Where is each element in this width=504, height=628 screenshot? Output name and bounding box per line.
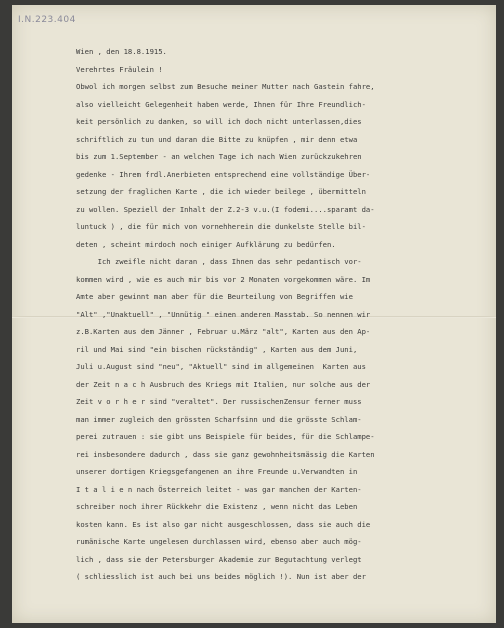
letter-line: keit persönlich zu danken, so will ich doch nicht unterlassen,dies [76, 117, 362, 126]
letter-line: ril und Mai sind "ein bischen rückständig" , Karten aus dem Juni, [76, 344, 358, 354]
letter-line: luntuck ) , die für mich von vornehherein die dunkelste Stelle bil- [76, 222, 366, 231]
letter-line: also vielleicht Gelegenheit haben werde, Ihnen für Ihre Freundlich- [76, 99, 366, 109]
letter-line: zu wollen. Speziell der Inhalt der Z.2-3 v.u.(I fodemi....sparamt da- [76, 204, 375, 214]
letter-line: I t a l i e n nach Österreich leitet - was gar manchen der Karten- [76, 484, 362, 494]
letter-body [76, 43, 466, 586]
letter-line: Wien , den 18.8.1915. [76, 47, 167, 56]
letter-line: schriftlich zu tun und daran die Bitte zu knüpfen , mir denn etwa [76, 134, 358, 144]
letter-line: Obwol ich morgen selbst zum Besuche meiner Mutter nach Gastein fahre, [76, 82, 375, 91]
archive-mark: I.N.223.404 [18, 15, 76, 25]
letter-line: perei zutrauen : sie gibt uns Beispiele für beides, für die Schlampe- [76, 432, 375, 441]
letter-page [12, 5, 496, 623]
letter-line: Ich zweifle nicht daran , dass Ihnen das sehr pedantisch vor- [76, 257, 362, 266]
letter-line: schreiber noch ihrer Rückkehr die Existenz , wenn nicht das Leben [76, 502, 358, 511]
letter-line: rei insbesondere dadurch , dass sie ganz gewohnheitsmässig die Karten [76, 449, 375, 459]
letter-line: "Alt" ,"Unaktuell" , "Unnütig " einen anderen Masstab. So nennen wir [76, 309, 371, 319]
letter-line: rumänische Karte ungelesen durchlassen wird, ebenso aber auch mög- [76, 537, 362, 546]
letter-line: unserer dortigen Kriegsgefangenen an ihre Freunde u.Verwandten in [76, 467, 358, 476]
letter-line: kosten kann. Es ist also gar nicht ausgeschlossen, dass sie auch die [76, 519, 371, 529]
letter-line: bis zum 1.September - an welchen Tage ich nach Wien zurückzukehren [76, 152, 362, 161]
letter-line: Juli u.August sind "neu", "Aktuell" sind im allgemeinen Karten aus [76, 362, 366, 371]
letter-line: Verehrtes Fräulein ! [76, 64, 163, 74]
letter-line: deten , scheint mirdoch noch einiger Aufklärung zu bedürfen. [76, 239, 336, 249]
letter-line: man immer zugleich den grössten Scharfsinn und die grösste Schlam- [76, 414, 362, 424]
letter-line: z.B.Karten aus dem Jänner , Februar u.März "alt", Karten aus den Ap- [76, 327, 371, 336]
letter-line: gedenke - Ihrem frdl.Anerbieten entsprechend eine vollständige Über- [76, 169, 371, 179]
letter-line: setzung der fraglichen Karte , die ich wieder beilege , übermitteln [76, 187, 366, 196]
letter-line: ( schliesslich ist auch bei uns beides möglich !). Nun ist aber der [76, 572, 366, 581]
letter-line: kommen wird , wie es auch mir bis vor 2 Monaten vorgekommen wäre. Im [76, 274, 371, 284]
letter-line: Amte aber gewinnt man aber für die Beurteilung von Begriffen wie [76, 292, 353, 301]
letter-line: Zeit v o r h e r sind "veraltet". Der russischenZensur ferner muss [76, 397, 362, 406]
letter-line: der Zeit n a c h Ausbruch des Kriegs mit Italien, nur solche aus der [76, 379, 371, 389]
letter-line: lich , dass sie der Petersburger Akademie zur Begutachtung verlegt [76, 554, 362, 564]
